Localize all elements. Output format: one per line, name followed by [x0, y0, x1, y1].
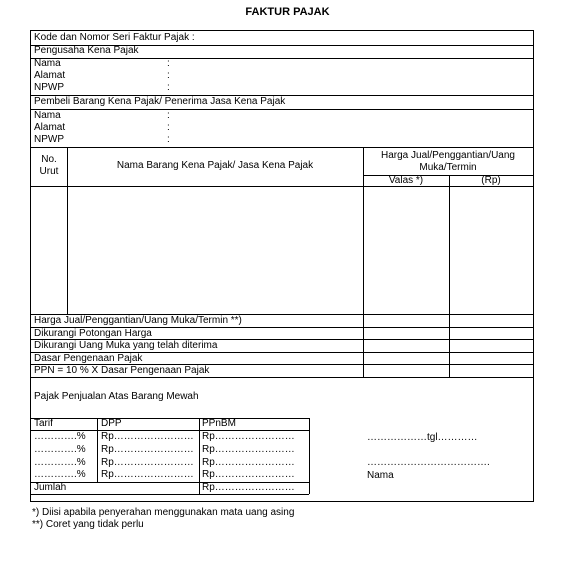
buyer-nama-colon: :: [167, 110, 170, 121]
document-title: FAKTUR PAJAK: [245, 6, 330, 18]
signature-place-date: ………………tgl…………: [367, 432, 478, 443]
ppnbm-row-dpp: Rp……………………: [101, 431, 194, 442]
divider: [31, 377, 533, 378]
col-header-harga-jual: Harga Jual/Penggantian/Uang Muka/Termin: [381, 150, 515, 173]
ppnbm-row-tarif: ………….%: [34, 444, 86, 455]
footnote-coret: **) Coret yang tidak perlu: [32, 519, 144, 530]
ppnbm-row-tarif: ………….%: [34, 469, 86, 480]
ppnbm-row-tarif: ………….%: [34, 431, 86, 442]
ppnbm-row-dpp: Rp……………………: [101, 469, 194, 480]
buyer-npwp-label: NPWP: [34, 134, 64, 145]
col-header-nama-barang: Nama Barang Kena Pajak/ Jasa Kena Pajak: [116, 160, 314, 171]
divider: [31, 494, 309, 495]
ppnbm-col-dpp: DPP: [101, 418, 122, 429]
ppnbm-row-dpp: Rp……………………: [101, 457, 194, 468]
ppnbm-row-ppnbm: Rp……………………: [202, 469, 295, 480]
signature-name-label: Nama: [367, 470, 394, 481]
divider: [31, 58, 533, 59]
seller-alamat-label: Alamat: [34, 70, 66, 81]
ppnbm-row-tarif: ………….%: [34, 457, 86, 468]
seller-alamat-colon: :: [167, 70, 170, 81]
summary-dpp: Dasar Pengenaan Pajak: [34, 353, 143, 364]
col-header-valas: Valas *): [388, 175, 424, 186]
divider: [31, 418, 309, 419]
col-divider: [199, 418, 200, 494]
col-divider: [309, 418, 310, 494]
ppnbm-col-tarif: Tarif: [34, 418, 53, 429]
col-divider: [97, 418, 98, 482]
kode-seri-label: Kode dan Nomor Seri Faktur Pajak :: [34, 32, 195, 43]
summary-potongan-harga: Dikurangi Potongan Harga: [34, 328, 152, 339]
seller-npwp-colon: :: [167, 82, 170, 93]
buyer-section-title: Pembeli Barang Kena Pajak/ Penerima Jasa Kena Pajak: [34, 96, 286, 107]
invoice-frame: [30, 30, 534, 502]
col-header-rp: (Rp): [481, 175, 501, 186]
ppnbm-row-ppnbm: Rp……………………: [202, 431, 295, 442]
seller-section-title: Pengusaha Kena Pajak: [34, 45, 139, 56]
signature-name-line: ……………………………….: [367, 457, 490, 468]
divider: [31, 147, 533, 148]
divider: [31, 109, 533, 110]
summary-uang-muka: Dikurangi Uang Muka yang telah diterima: [34, 340, 218, 351]
ppnbm-total-value: Rp……………………: [202, 482, 295, 493]
summary-ppn: PPN = 10 % X Dasar Pengenaan Pajak: [34, 365, 210, 376]
buyer-npwp-colon: :: [167, 134, 170, 145]
seller-npwp-label: NPWP: [34, 82, 64, 93]
ppnbm-row-ppnbm: Rp……………………: [202, 444, 295, 455]
col-divider: [67, 147, 68, 314]
footnote-valas: *) Diisi apabila penyerahan menggunakan mata uang asing: [32, 507, 295, 518]
buyer-alamat-colon: :: [167, 122, 170, 133]
summary-harga-jual: Harga Jual/Penggantian/Uang Muka/Termin **): [34, 315, 242, 326]
ppnbm-heading: Pajak Penjualan Atas Barang Mewah: [34, 391, 199, 402]
col-header-no-urut: No. Urut: [39, 154, 59, 177]
buyer-nama-label: Nama: [34, 110, 61, 121]
col-divider: [449, 175, 450, 377]
ppnbm-row-ppnbm: Rp……………………: [202, 457, 295, 468]
ppnbm-total-label: Jumlah: [34, 482, 67, 493]
ppnbm-row-dpp: Rp……………………: [101, 444, 194, 455]
ppnbm-col-ppnbm: PPnBM: [202, 418, 236, 429]
seller-nama-colon: :: [167, 58, 170, 69]
buyer-alamat-label: Alamat: [34, 122, 66, 133]
seller-nama-label: Nama: [34, 58, 61, 69]
